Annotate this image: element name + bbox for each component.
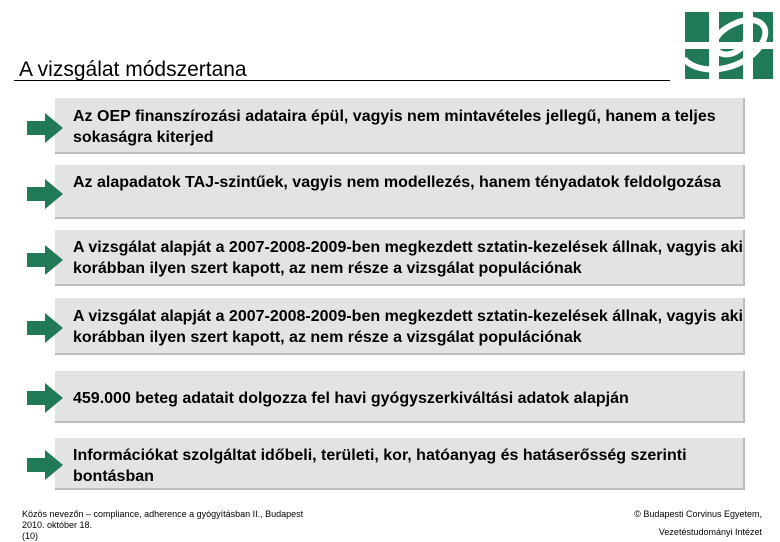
bullet-text: A vizsgálat alapját a 2007-2008-2009-ben megkezdett sztatin-kezelések állnak, vagyis aki korábban ilyen szert kapott, az nem része a vizsgálat populációnak <box>73 308 743 346</box>
footer-date: 2010. október 18. <box>22 520 93 530</box>
arrow-icon <box>27 245 63 275</box>
university-logo-icon <box>672 9 776 81</box>
footer-institute: Vezetéstudományi Intézet <box>658 527 762 537</box>
footer-page-number: (10) <box>22 531 39 541</box>
bullet-text: Az alapadatok TAJ-szintűek, vagyis nem modellezés, hanem tényadatok feldolgozása <box>73 174 721 191</box>
bullet-text: Az OEP finanszírozási adataira épül, vagyis nem mintavételes jellegű, hanem a teljes sokaságra kiterjed <box>73 108 716 146</box>
footer-copyright: © Budapesti Corvinus Egyetem, <box>634 509 762 519</box>
arrow-icon <box>27 383 63 413</box>
footer-right <box>634 509 762 538</box>
page-title: A vizsgálat módszertana <box>19 58 247 81</box>
footer-event: Közös nevezőn – compliance, adherence a gyógyításban II., Budapest <box>22 509 304 519</box>
arrow-icon <box>27 179 63 209</box>
footer-left <box>22 509 303 542</box>
arrow-icon <box>27 113 63 143</box>
title-divider <box>14 80 670 81</box>
arrow-icon <box>27 450 63 480</box>
bullet-text: A vizsgálat alapját a 2007-2008-2009-ben megkezdett sztatin-kezelések állnak, vagyis aki korábban ilyen szert kapott, az nem része a vizsgálat populációnak <box>73 239 743 277</box>
arrow-icon <box>27 313 63 343</box>
bullet-text: 459.000 beteg adatait dolgozza fel havi gyógyszerkiváltási adatok alapján <box>73 390 629 407</box>
bullet-text: Információkat szolgáltat időbeli, területi, kor, hatóanyag és hatáserősség szerinti bontásban <box>73 447 687 485</box>
